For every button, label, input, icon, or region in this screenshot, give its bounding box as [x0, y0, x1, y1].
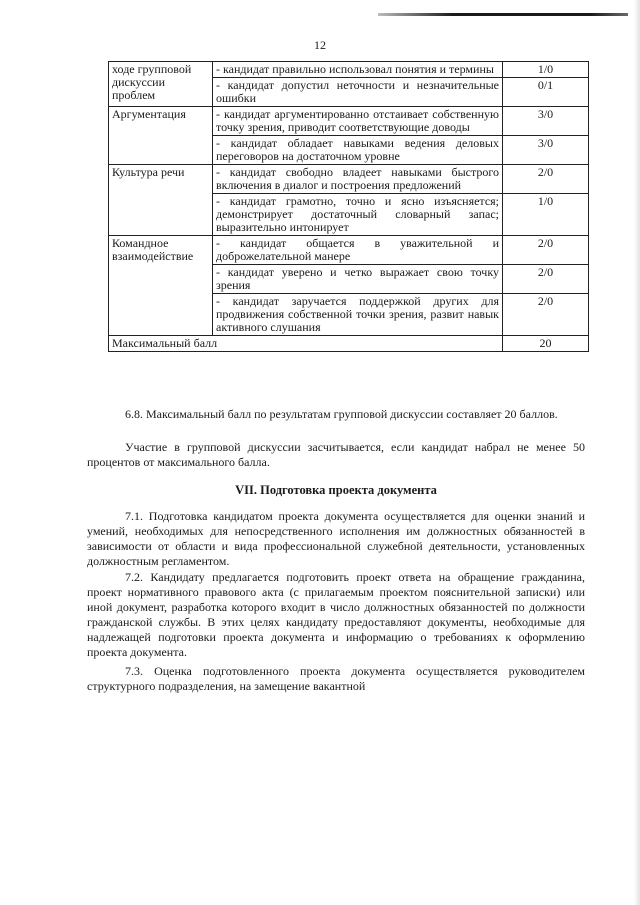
table-row — [109, 107, 589, 136]
paragraph-7-1-text: 7.1. Подготовка кандидатом проекта документа осуществляется для оценки знаний и умений, необходимых для непосредственного исполнения им должностных обязанностей в зависимости от области и вида профессиональной служебной деятельности, установленных должностным регламентом. — [87, 509, 585, 568]
score-cell: 1/0 — [503, 194, 589, 236]
description-cell: - кандидат общается в уважительной и доброжелательной манере — [213, 236, 503, 265]
description-cell: - кандидат обладает навыками ведения деловых переговоров на достаточном уровне — [213, 136, 503, 165]
score-cell: 1/0 — [503, 62, 589, 78]
description-cell: - кандидат грамотно, точно и ясно изъясняется; демонстрирует достаточный словарный запас; выразительно интонирует — [213, 194, 503, 236]
score-cell: 2/0 — [503, 236, 589, 265]
criterion-cell: Командное взаимодействие — [109, 236, 213, 336]
paragraph-6-8-text: 6.8. Максимальный балл по результатам групповой дискуссии составляет 20 баллов. — [125, 407, 558, 421]
paragraph-7-3-text: 7.3. Оценка подготовленного проекта документа осуществляется руководителем структурного подразделения, на замещение вакантной — [87, 664, 585, 693]
table-row — [109, 236, 589, 265]
description-cell: - кандидат допустил неточности и незначительные ошибки — [213, 78, 503, 107]
page-number: 12 — [314, 38, 326, 52]
total-value: 20 — [503, 336, 589, 352]
section-heading: VII. Подготовка проекта документа — [235, 483, 437, 497]
paragraph-7-1 — [87, 509, 585, 569]
criteria-table-body — [109, 62, 589, 352]
paragraph-7-2-text: 7.2. Кандидату предлагается подготовить проект ответа на обращение гражданина, проект нормативного правового акта (с прилагаемым проектом пояснительной записки) или иной документ, разработка которого входит в число должностных обязанностей по должности гражданской службы. В этих целях кандидату предоставляют документы, необходимые для надлежащей подготовки проекта документа и информацию о требованиях к оформлению проекта документа. — [87, 570, 585, 659]
table-row — [109, 62, 589, 78]
description-cell: - кандидат аргументированно отстаивает собственную точку зрения, приводит соответствующие доводы — [213, 107, 503, 136]
paragraph-participation-text: Участие в групповой дискуссии засчитывается, если кандидат набрал не менее 50 процентов от максимального балла. — [87, 440, 585, 469]
description-cell: - кандидат заручается поддержкой других для продвижения собственной точки зрения, развит навык активного слушания — [213, 294, 503, 336]
header-rule — [378, 13, 628, 16]
score-cell: 2/0 — [503, 294, 589, 336]
paragraph-participation — [87, 440, 585, 470]
description-cell: - кандидат свободно владеет навыками быстрого включения в диалог и построения предложений — [213, 165, 503, 194]
score-cell: 3/0 — [503, 136, 589, 165]
score-cell: 3/0 — [503, 107, 589, 136]
criterion-cell: Культура речи — [109, 165, 213, 236]
score-cell: 2/0 — [503, 265, 589, 294]
score-cell: 2/0 — [503, 165, 589, 194]
criteria-table — [108, 61, 589, 352]
paragraph-7-2 — [87, 570, 585, 660]
criterion-cell: ходе групповой дискуссии проблем — [109, 62, 213, 107]
description-cell: - кандидат уверено и четко выражает свою точку зрения — [213, 265, 503, 294]
description-cell: - кандидат правильно использовал понятия и термины — [213, 62, 503, 78]
paragraph-6-8 — [87, 407, 585, 422]
paragraph-7-3 — [87, 664, 585, 694]
score-cell: 0/1 — [503, 78, 589, 107]
total-row — [109, 336, 589, 352]
total-label: Максимальный балл — [109, 336, 503, 352]
table-row — [109, 165, 589, 194]
scan-edge-shadow — [634, 0, 640, 905]
criterion-cell: Аргументация — [109, 107, 213, 165]
